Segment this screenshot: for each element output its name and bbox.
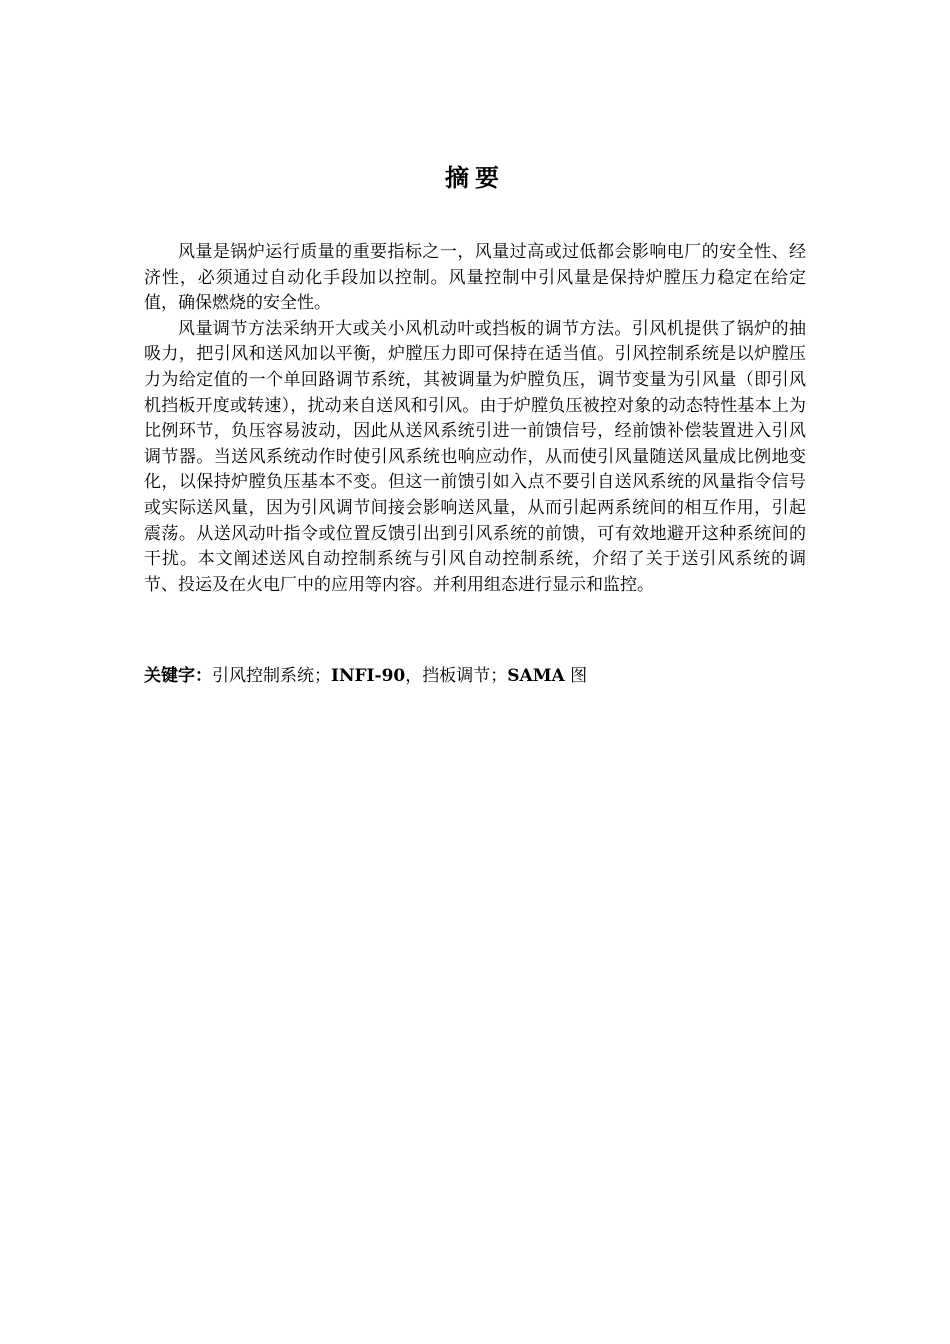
abstract-paragraph-2: 风量调节方法采纳开大或关小风机动叶或挡板的调节方法。引风机提供了锅炉的抽吸力，把引风和送风加以平衡，炉膛压力即可保持在适当值。引风控制系统是以炉膛压力为给定值的一个单回路调节系统，其被调量为炉膛负压，调节变量为引风量（即引风机挡板开度或转速），扰动来自送风和引风。由于炉膛负压被控对象的动态特性基本上为比例环节，负压容易波动，因此从送风系统引进一前馈信号，经前馈补偿装置进入引风调节器。当送风系统动作时使引风系统也响应动作，从而使引风量随送风量成比例地变化，以保持炉膛负压基本不变。但这一前馈引如入点不要引自送风系统的风量指令信号或实际送风量，因为引风调节间接会影响送风量，从而引起两系统间的相互作用，引起震荡。从送风动叶指令或位置反馈引出到引风系统的前馈，可有效地避开这种系统间的干扰。本文阐述送风自动控制系统与引风自动控制系统，介绍了关于送引风系统的调节、投运及在火电厂中的应用等内容。并利用组态进行显示和监控。 — [144, 318, 806, 595]
keywords-line — [144, 664, 806, 689]
keyword-3: ，挡板调节； — [405, 666, 508, 686]
abstract-title: 摘要 — [445, 164, 505, 192]
keyword-4: SAMA — [507, 666, 565, 686]
keyword-5: 图 — [564, 666, 588, 686]
keyword-1: 引风控制系统； — [212, 666, 331, 686]
abstract-body — [144, 240, 806, 598]
abstract-paragraph-1: 风量是锅炉运行质量的重要指标之一，风量过高或过低都会影响电厂的安全性、经济性，必须通过自动化手段加以控制。风量控制中引风量是保持炉膛压力稳定在给定值，确保燃烧的安全性。 — [144, 242, 806, 314]
keywords-label: 关键字： — [144, 666, 212, 686]
keyword-2: INFI-90 — [331, 666, 406, 686]
